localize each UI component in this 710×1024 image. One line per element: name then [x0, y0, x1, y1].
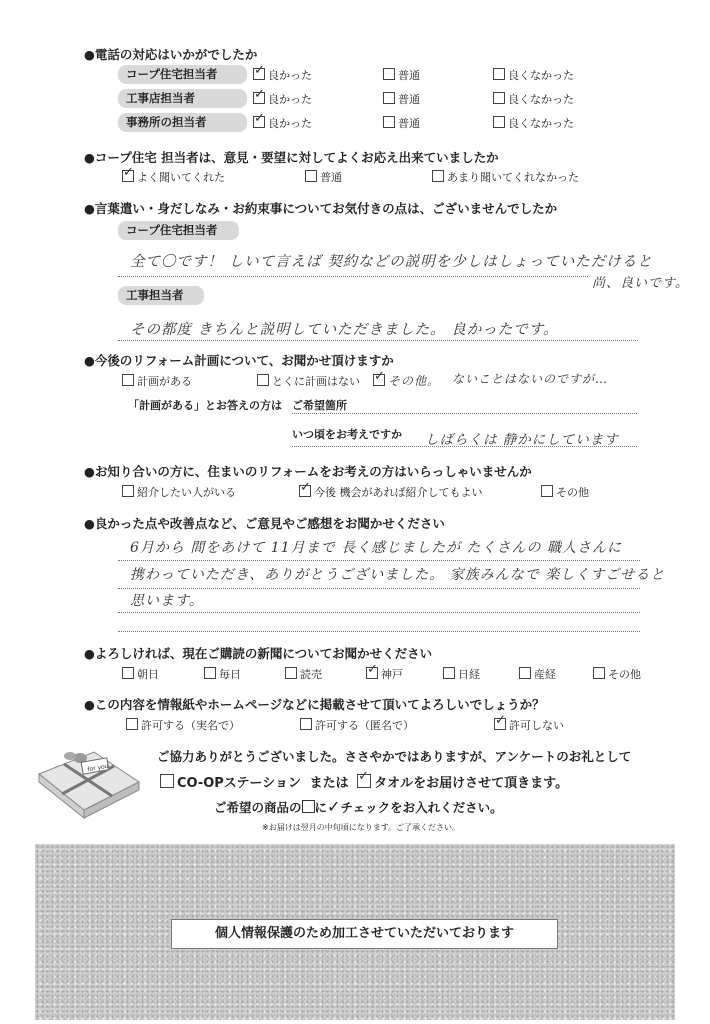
- checkbox[interactable]: [285, 667, 297, 679]
- q4-place-label: ご希望箇所: [292, 399, 347, 412]
- q1-row2-opt2[interactable]: [383, 91, 420, 107]
- q7-opt-asahi[interactable]: [122, 666, 159, 682]
- q7-opt-kobe[interactable]: [366, 666, 403, 682]
- q1-row3-label: 事務所の担当者: [118, 113, 247, 132]
- q4-sub-label: 「計画がある」とお答えの方は: [128, 399, 282, 412]
- checkbox[interactable]: [519, 667, 531, 679]
- q7-opt-yomiuri[interactable]: [285, 666, 322, 682]
- option-label: 読売: [300, 668, 322, 681]
- q4-when-label: いつ頃をお考えですか: [292, 428, 402, 441]
- q3-title: ●言葉遣い・身だしなみ・お約束事についてお気付きの点は、ございませんでしたか: [84, 201, 558, 216]
- privacy-notice: 個人情報保護のため加工させていただいております: [171, 919, 558, 949]
- option-label: 朝日: [137, 668, 159, 681]
- option-label: CO-OPステーション: [177, 776, 302, 791]
- option-label: あまり聞いてくれなかった: [447, 171, 579, 184]
- when-line: [292, 446, 637, 447]
- checkbox[interactable]: [122, 374, 134, 386]
- q2-opt1[interactable]: [122, 169, 225, 185]
- q8-opt3[interactable]: [494, 717, 564, 733]
- q3-label2: 工事担当者: [118, 286, 204, 305]
- q7-opt-sankei[interactable]: [519, 666, 556, 682]
- answer-line: [118, 276, 588, 277]
- q8-opt1[interactable]: [126, 717, 240, 733]
- option-label: その他: [608, 668, 641, 681]
- q1-row1-opt1[interactable]: [253, 67, 312, 83]
- option-label: 許可しない: [509, 719, 564, 732]
- option-label: その他。: [388, 374, 441, 388]
- q6-line2: 携わっていただき、ありがとうございました。 家族みんなで 楽しくすごせると: [130, 567, 666, 583]
- option-label: 普通: [398, 93, 420, 106]
- checkbox[interactable]: [593, 667, 605, 679]
- gift-opt-coop[interactable]: [160, 776, 301, 791]
- q4-opt2[interactable]: [257, 373, 360, 389]
- checkbox[interactable]: [383, 92, 395, 104]
- checkbox[interactable]: [493, 116, 505, 128]
- option-label: 神戸: [381, 668, 403, 681]
- q7-title: ●よろしければ、現在ご購読の新聞についてお聞かせください: [84, 646, 433, 661]
- q1-row2-opt1[interactable]: [253, 91, 312, 107]
- q4-opt1[interactable]: [122, 373, 192, 389]
- q1-row2-label: 工事店担当者: [118, 89, 247, 108]
- checkbox[interactable]: [493, 92, 505, 104]
- q6-line1: 6月から 間をあけて 11月まで 長く感じましたが たくさんの 職人さんに: [130, 540, 622, 556]
- gift-line3b: に: [314, 800, 328, 815]
- checkbox[interactable]: [383, 68, 395, 80]
- gift-card-text: for you: [86, 762, 110, 774]
- answer-line: [118, 588, 640, 589]
- gift-box-icon: [34, 742, 144, 822]
- q4-when-answer: しばらくは 静かにしています: [425, 432, 619, 448]
- checkbox[interactable]: [541, 485, 553, 497]
- q7-opt-mainichi[interactable]: [204, 666, 241, 682]
- q2-opt2[interactable]: [305, 169, 342, 185]
- gift-line3: [214, 797, 503, 816]
- q3-answer2: その都度 きちんと説明していただきました。 良かったです。: [130, 322, 559, 338]
- q1-title: ●電話の対応はいかがでしたか: [84, 47, 258, 62]
- checkbox[interactable]: [432, 170, 444, 182]
- checkbox[interactable]: [257, 374, 269, 386]
- q5-opt1[interactable]: [122, 484, 236, 500]
- q5-opt3[interactable]: [541, 484, 589, 500]
- checkbox-checked[interactable]: [253, 92, 265, 104]
- option-label: 許可する（実名で）: [141, 719, 240, 732]
- checkbox[interactable]: [443, 667, 455, 679]
- option-label: 許可する（匿名で）: [315, 719, 414, 732]
- checkbox[interactable]: [383, 116, 395, 128]
- gift-note: ※お届けは翌月の中旬頃になります。ご了承ください。: [262, 823, 461, 832]
- answer-line: [118, 631, 640, 632]
- option-label: 普通: [320, 171, 342, 184]
- checkbox[interactable]: [122, 667, 134, 679]
- checkbox[interactable]: [300, 718, 312, 730]
- option-label: 産経: [534, 668, 556, 681]
- option-label: 良かった: [268, 93, 312, 106]
- option-label: よく聞いてくれた: [137, 171, 225, 184]
- q3-answer1b: 尚、良いです。: [592, 276, 689, 291]
- option-label: 良かった: [268, 117, 312, 130]
- gift-line1: ご協力ありがとうございました。ささやかではありますが、アンケートのお礼として: [157, 749, 632, 764]
- q5-title: ●お知り合いの方に、住まいのリフォームをお考えの方はいらっしゃいませんか: [84, 464, 532, 479]
- checkbox[interactable]: [204, 667, 216, 679]
- option-label: 毎日: [219, 668, 241, 681]
- option-label: 紹介したい人がいる: [137, 486, 236, 499]
- place-line: [292, 413, 637, 414]
- q6-title: ●良かった点や改善点など、ご意見やご感想をお聞かせください: [84, 516, 445, 531]
- option-label: 普通: [398, 69, 420, 82]
- option-label: 良くなかった: [508, 117, 574, 130]
- checkbox-checked[interactable]: [299, 485, 311, 497]
- answer-line: [118, 560, 640, 561]
- gift-mataha: または: [309, 776, 349, 791]
- checkbox-checked[interactable]: [253, 116, 265, 128]
- checkbox[interactable]: [126, 718, 138, 730]
- q4-opt3[interactable]: [373, 372, 440, 389]
- answer-line: [118, 612, 640, 613]
- checkbox[interactable]: [122, 485, 134, 497]
- checkbox-checked[interactable]: [366, 667, 378, 679]
- option-label: その他: [556, 486, 589, 499]
- checkmark-icon: ✓: [327, 797, 341, 816]
- option-label: 良かった: [268, 69, 312, 82]
- q2-title: ●コープ住宅 担当者は、意見・要望に対してよくお応え出来ていましたか: [84, 150, 499, 165]
- option-label: 今後 機会があれば紹介してもよい: [314, 486, 483, 499]
- gift-line2: [160, 772, 568, 791]
- checkbox[interactable]: [493, 68, 505, 80]
- option-label: 良くなかった: [508, 93, 574, 106]
- checkbox-checked[interactable]: [357, 774, 371, 788]
- checkbox-checked[interactable]: [494, 718, 506, 730]
- q1-row3-opt1[interactable]: [253, 115, 312, 131]
- gift-line3c: チェックをお入れください。: [340, 800, 503, 815]
- q1-row1-opt2[interactable]: [383, 67, 420, 83]
- answer-line: [118, 340, 638, 341]
- option-label: とくに計画はない: [272, 375, 360, 388]
- q1-row3-opt2[interactable]: [383, 115, 420, 131]
- checkbox-checked[interactable]: [122, 170, 134, 182]
- option-label: タオル: [374, 776, 414, 791]
- option-label: 計画がある: [137, 375, 192, 388]
- q5-opt2[interactable]: [299, 484, 483, 500]
- gift-send: をお届けさせて頂きます。: [413, 776, 569, 791]
- q2-opt3[interactable]: [432, 169, 579, 185]
- checkbox-checked[interactable]: [253, 68, 265, 80]
- q7-opt-other[interactable]: [593, 666, 641, 682]
- example-box: [302, 800, 315, 813]
- option-label: 日経: [458, 668, 480, 681]
- checkbox[interactable]: [305, 170, 317, 182]
- q1-row3-opt3[interactable]: [493, 115, 574, 131]
- q4-opt3-note: ないことはないのですが…: [452, 372, 609, 386]
- option-label: 普通: [398, 117, 420, 130]
- q3-label1: コープ住宅担当者: [118, 221, 239, 240]
- q4-title: ●今後のリフォーム計画について、お聞かせ頂けますか: [84, 353, 394, 368]
- q1-row2-opt3[interactable]: [493, 91, 574, 107]
- checkbox[interactable]: [160, 774, 174, 788]
- gift-opt-towel[interactable]: [357, 776, 413, 791]
- q8-title: ●この内容を情報紙やホームページなどに掲載させて頂いてよろしいでしょうか？: [84, 697, 545, 712]
- q1-row1-opt3[interactable]: [493, 67, 574, 83]
- q3-answer1a: 全て〇です！ しいて言えば 契約などの説明を少しはしょっていただけると: [130, 254, 653, 270]
- q7-opt-nikkei[interactable]: [443, 666, 480, 682]
- q8-opt2[interactable]: [300, 717, 414, 733]
- option-label: 良くなかった: [508, 69, 574, 82]
- q1-row1-label: コープ住宅担当者: [118, 65, 247, 84]
- gift-line3a: ご希望の商品の: [214, 800, 302, 815]
- q6-line3: 思います。: [130, 593, 204, 609]
- checkbox-checked[interactable]: [373, 374, 385, 386]
